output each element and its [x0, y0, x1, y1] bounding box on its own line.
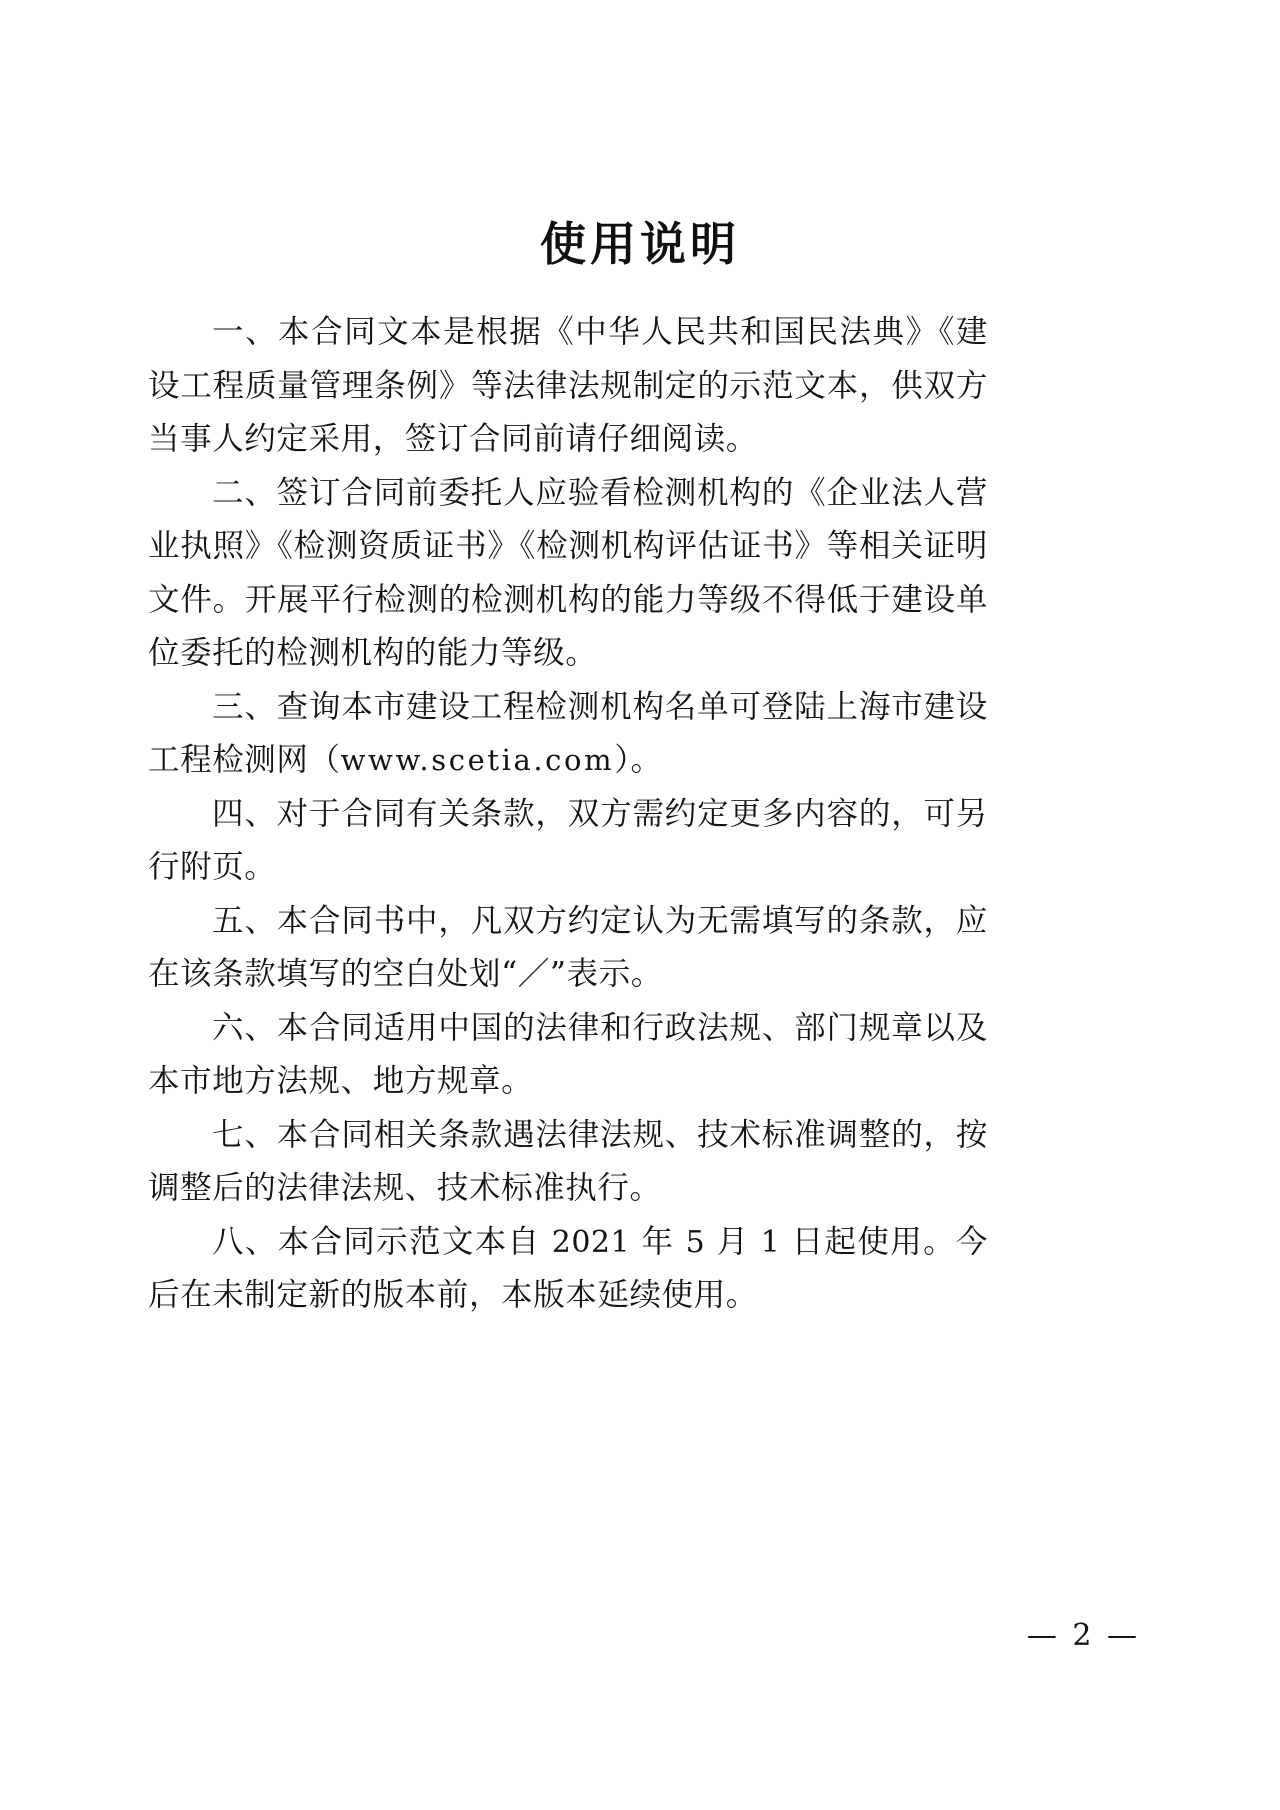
instruction-item-8-suffix: 日起使用。今后在未制定新的版本前，本版本延续使用。 [148, 1223, 989, 1313]
instruction-item-3-prefix: 三、查询本市建设工程检测机构名单可登陆上海市建设工程检测网（ [148, 688, 988, 778]
instruction-item-1: 一、本合同文本是根据《中华人民共和国民法典》《建设工程质量管理条例》等法律法规制定的示范文本，供双方当事人约定采用，签订合同前请仔细阅读。 [148, 314, 988, 457]
instruction-item-4: 四、对于合同有关条款，双方需约定更多内容的，可另行附页。 [148, 795, 988, 885]
instruction-item-3 [148, 681, 988, 788]
instruction-item-8-mid2: 月 [705, 1223, 761, 1260]
instruction-item-8-prefix: 八、本合同示范文本自 [212, 1223, 552, 1260]
instruction-item-2: 二、签订合同前委托人应验看检测机构的《企业法人营业执照》《检测资质证书》《检测机构评估证书》等相关证明文件。开展平行检测的检测机构的能力等级不得低于建设单位委托的检测机构的能力等级。 [148, 474, 988, 671]
effective-month: 5 [685, 1224, 706, 1260]
instruction-item-6: 六、本合同适用中国的法律和行政法规、部门规章以及本市地方法规、地方规章。 [148, 1009, 988, 1099]
page-title: 使用说明 [540, 216, 740, 271]
instruction-item-7: 七、本合同相关条款遇法律法规、技术标准调整的，按调整后的法律法规、技术标准执行。 [148, 1116, 988, 1206]
effective-day: 1 [760, 1224, 781, 1260]
instruction-item-5: 五、本合同书中，凡双方约定认为无需填写的条款，应在该条款填写的空白处划“／”表示。 [148, 902, 988, 992]
instruction-item-8 [148, 1216, 988, 1323]
effective-year: 2021 [551, 1224, 631, 1260]
page-number: — 2 — [1026, 1618, 1140, 1653]
instruction-item-8-mid1: 年 [630, 1223, 686, 1260]
detection-website-url: www.scetia.com [340, 743, 615, 777]
document-body [148, 306, 988, 1323]
instruction-item-3-suffix: ）。 [614, 742, 663, 778]
